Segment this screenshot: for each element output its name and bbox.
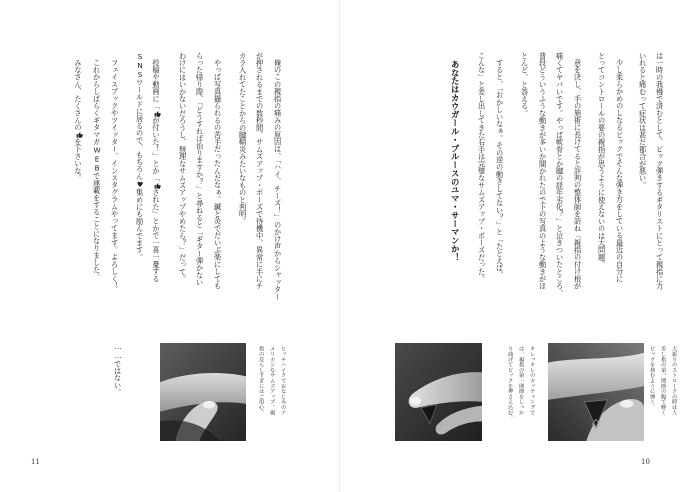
line-segment: が付いた！」とか「 xyxy=(151,116,161,182)
body-line: 俺のこの親指の痛みの原因は、「ハイ、チーズ！」のかけ声からシャッター xyxy=(273,59,283,301)
body-line: 普段どういうふうな動きが多いか聞かれたので下の写真のような動きがほ xyxy=(538,52,548,290)
photo-caption-line: 指の反らしすぎにはご用心。 xyxy=(257,346,264,415)
photo-strumming-grip xyxy=(548,343,644,441)
line-segment: を下さいな。 xyxy=(73,138,83,182)
body-line: いれると痛むって症状は甚だ都合が悪い。 xyxy=(638,52,648,189)
body-line xyxy=(151,59,161,283)
line-segment: みなさん、たくさんの xyxy=(73,59,83,132)
photo-caption-line: キレッキレのカッティングで xyxy=(528,346,535,415)
punchline: あなたはカウガール・ブルースのユマ・サーマンか！ xyxy=(450,60,461,262)
photo-caption-line: り曲げてピックを押さえ込む。 xyxy=(506,346,513,421)
body-line: 痛くてヤバいです。やっぱ軟骨とか腱の経年劣化？」と泣きついたところ、 xyxy=(555,52,565,297)
body-line: これからしばらくギタマガWEBで連載をすることになりました。 xyxy=(92,59,102,281)
page-number: 11 xyxy=(31,458,40,466)
body-line: SNSワールドに居るので、もちろん♥集めにも励んでます。 xyxy=(135,52,145,261)
photo-caption-line: ヒッチハイクでおなじみのア xyxy=(279,346,286,415)
line-segment: された」とかで一喜一憂する xyxy=(151,188,161,283)
body-line: すると、「おかしいなぁ。その逆の動きしてない？」と「たとえば、 xyxy=(495,59,505,279)
photo-thumbs-up-pose xyxy=(160,343,246,441)
body-line: 意を決し、手の施術に長けてると評判の整体師を訪ね「親指の付け根が xyxy=(573,59,583,290)
photo-cutting-grip xyxy=(395,343,482,441)
photo-caption-line: 大振りのストロークの時は人 xyxy=(670,346,677,415)
body-line: が押されるまでの数秒間、サムズアップ・ポーズで待機中、異常に手にチ xyxy=(255,52,265,290)
body-line xyxy=(73,59,83,182)
photo-caption-line: ピックを挟むように弾く。 xyxy=(648,346,655,410)
photo-caption-line: メリカンなサムズアップ。親 xyxy=(268,346,275,415)
page-right xyxy=(340,0,680,492)
thumbs-up-icon xyxy=(154,182,161,189)
body-line: こんな」と差し出してきた右手は完璧なサムズアップ・ポーズだった。 xyxy=(477,52,487,283)
body-line: 少し柔らかめのしなるピックでそんな弾き方をしている最近の自分に xyxy=(615,59,625,283)
body-line: フェイスブックやツイッター、インスタグラムやってます。よろしく！ xyxy=(110,59,120,290)
body-line: らった帰り際、「どうすれば治りますか？」と尋ねると「ギター弾かない xyxy=(195,52,205,286)
closing-line: ……ではない。 xyxy=(113,342,123,396)
photo-caption-line: は、親指の第一関節をしっか xyxy=(517,346,524,415)
page-number: 10 xyxy=(641,458,650,466)
body-line: とってコントロールの要の親指が思うように使えないのは大問題。 xyxy=(597,52,607,268)
body-line: とんど、と答える。 xyxy=(520,52,530,117)
line-segment: 投稿や動画に「 xyxy=(151,59,161,110)
body-line: やっぱ写真撮られるの苦手だったんだなぁ。鍼と灸でだいぶ楽にしても xyxy=(213,59,223,290)
body-line: わけにはいかないだろうし、無理なサムズアップやめたら？」だって。 xyxy=(178,52,188,283)
thumbs-up-icon xyxy=(154,110,161,117)
body-line: は一時の我慢で済むとして、ピック弾きするギタリストにとって親指に力 xyxy=(655,52,665,290)
photo-caption-line: 差し指の第一関節の腹で軽く xyxy=(659,346,666,415)
body-line: カラ入れてたことからの腱鞘炎みたいなものと判明。 xyxy=(238,52,248,225)
